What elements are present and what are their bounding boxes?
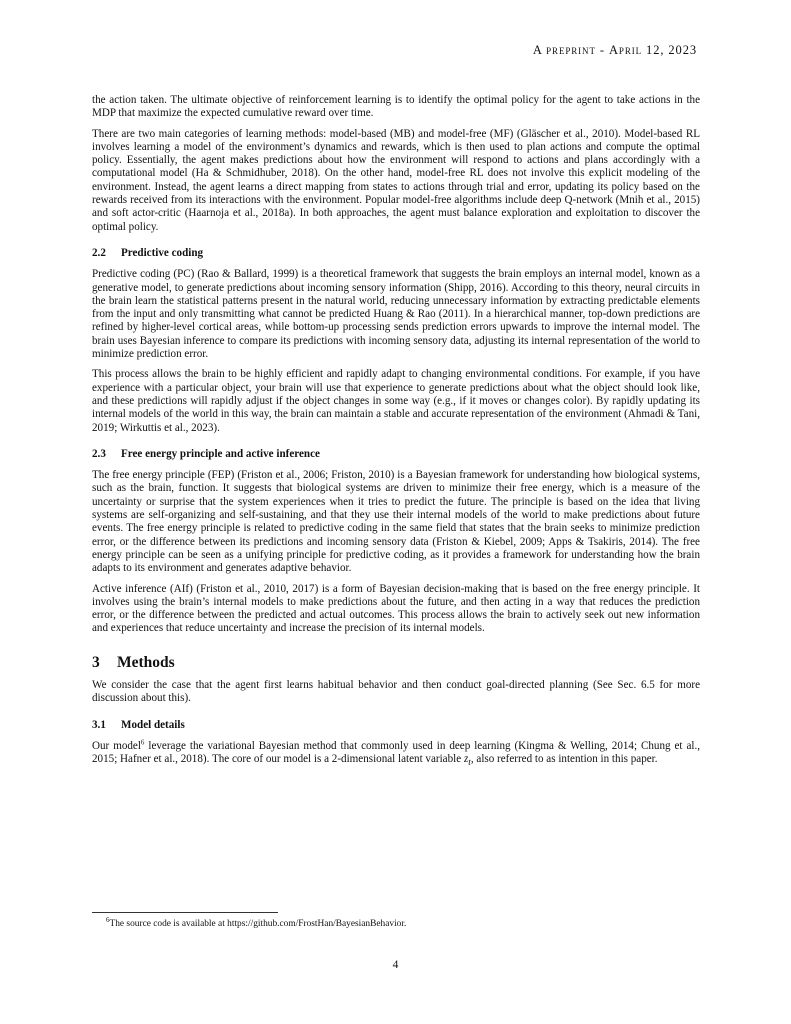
paragraph-model-details — [92, 740, 700, 771]
latent-variable — [463, 753, 471, 769]
math-subscript: t — [468, 758, 471, 769]
running-header — [533, 43, 697, 58]
footnote — [106, 915, 407, 930]
header-date: April 12, 2023 — [608, 43, 697, 57]
section-title: Free energy principle and active inference — [121, 447, 320, 460]
text-run: , also referred to as intention in this paper. — [470, 753, 658, 766]
paragraph-predictive-coding: Predictive coding (PC) (Rao & Ballard, 1999) is a theoretical framework that suggests the brain employs an internal model, known as a generative model, to generate predictions about incoming sensory information (Shipp, 2016). According to this theory, neural circuits in the brain learn the statistical patterns present in the natural world, reducing unnecessary information by extracting predictable elements from the input and only transmitting what cannot be predicted Huang & Rao (2011). In a hierarchical manner, top-down predictions are refined by higher-level cortical areas, while bottom-up processing sends prediction errors upwards to improve the internal model. The brain uses Bayesian inference to compare its predictions with incoming sensory data, adjusting its internal representation of the world to minimize prediction error. — [92, 268, 700, 361]
heading-free-energy — [92, 448, 700, 461]
section-title: Predictive coding — [121, 246, 204, 259]
section-title: Methods — [117, 653, 175, 671]
section-title: Model details — [121, 718, 185, 731]
text-run: Our model — [92, 739, 141, 752]
paragraph-methods-intro: We consider the case that the agent first learns habitual behavior and then conduct goal-directed planning (See Sec. 6.5 for more discussion about this). — [92, 678, 700, 705]
heading-predictive-coding — [92, 247, 700, 260]
paragraph-active-inference: Active inference (AIf) (Friston et al., 2010, 2017) is a form of Bayesian decision-making that is based on the free energy principle. It involves using the brain’s internal models to make predictions about the future, and then acting in a way that reduces the prediction error, or the difference between the predicted and actual outcomes. This process allows the brain to actively seek out new information and experiences that reduce uncertainty and increase the precision of its internal models. — [92, 582, 700, 635]
paragraph-rl-objective: the action taken. The ultimate objective of reinforcement learning is to identify the optimal policy for the agent to take actions in the MDP that maximize the expected cumulative reward over time. — [92, 94, 700, 120]
paragraph-mb-mf: There are two main categories of learning methods: model-based (MB) and model-free (MF) (Gläscher et al., 2010). Model-based RL involves learning a model of the environment’s dynamics and rewards, which is then used to plan actions and compute the optimal policy. Essentially, the agent makes predictions about how the environment will respond to actions and plans accordingly with a computational model (Ha & Schmidhuber, 2018). On the other hand, model-free RL does not involve this explicit modeling of the environment. Instead, the agent learns a direct mapping from states to actions through trial and error, updating its policy based on the rewards received from its interactions with the environment. Popular model-free algorithms include deep Q-network (Mnih et al., 2015) and soft actor-critic (Haarnoja et al., 2018a). In both approaches, the agent must balance exploration and exploitation to discover the optimal policy. — [92, 127, 700, 233]
header-separator: - — [595, 43, 609, 57]
heading-methods — [92, 653, 700, 671]
math-symbol: z — [463, 753, 469, 766]
footnote-text: The source code is available at https://github.com/FrostHan/BayesianBehavior. — [109, 919, 407, 929]
footnote-mark: 6 — [106, 915, 110, 924]
heading-model-details — [92, 719, 700, 732]
text-run: leverage the variational Bayesian method that commonly used in deep learning (Kingma & Welling, 2014; Chung et al., 2015; Hafner et al., 2018). The core of our model is a 2-dimensional latent variable — [92, 739, 700, 766]
section-number: 2.2 — [92, 246, 106, 259]
paragraph-brain-efficiency: This process allows the brain to be highly efficient and rapidly adapt to changing environmental conditions. For example, if you have experience with a particular object, your brain will use that experience to generate predictions about what the object should look like, and these predictions will rapidly adjust if the object changes in some way (e.g., if it moves or changes color). By rapidly updating its internal models of the world in this way, the brain can maintain a stable and accurate representation of the environment (Ahmadi & Tani, 2019; Wirkuttis et al., 2023). — [92, 368, 700, 434]
page-number: 4 — [392, 959, 399, 971]
paragraph-fep: The free energy principle (FEP) (Friston et al., 2006; Friston, 2010) is a Bayesian framework for understanding how biological systems, such as the brain, function. It suggests that biological systems are driven to minimize their free energy, which is a measure of the uncertainty or surprise that the system experiences when it tries to predict the future. The principle is based on the idea that living systems are self-organizing and self-sustaining, and that they use their internal models of the world to make predictions about future events. The free energy principle is related to predictive coding in the same field that states that the brain seeks to minimize prediction error, or the difference between its predictions and incoming sensory data (Friston & Kiebel, 2009; Apps & Tsakiris, 2014). The free energy principle can be seen as a unifying principle for predictive coding, as it provides a framework for understanding how the brain adapts to its environment and generates adaptive behavior. — [92, 469, 700, 575]
body-text — [92, 94, 700, 778]
footnote-ref: 6 — [140, 738, 145, 747]
section-number: 2.3 — [92, 447, 106, 460]
section-number: 3.1 — [92, 718, 106, 731]
section-number: 3 — [92, 653, 100, 671]
footnote-divider — [92, 912, 278, 913]
preprint-label: A preprint — [532, 43, 596, 57]
